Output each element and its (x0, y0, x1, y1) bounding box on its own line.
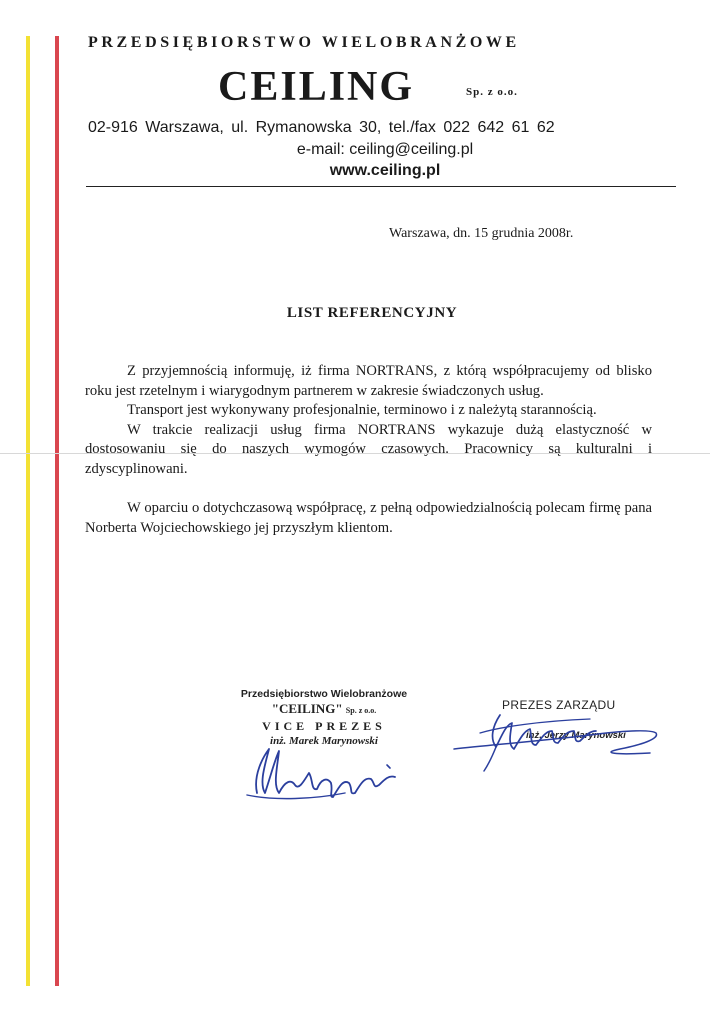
scan-fold-line (0, 453, 710, 454)
letterhead-company-name: CEILING (218, 64, 415, 110)
body-paragraph: Z przyjemnością informuję, iż firma NORTRANS, z którą współpracujemy od blisko roku jest rzetelnym i wiarygodnym partnerem w zakresie świadczonych usług. (85, 363, 652, 399)
letterhead-address: 02-916 Warszawa, ul. Rymanowska 30, tel./fax 022 642 61 62 (88, 119, 555, 136)
stamp-name: inż. Jerzy Marynowski (526, 730, 626, 741)
body-paragraph: W oparciu o dotychczasową współpracę, z pełną odpowiedzialnością polecam firmę pana Norberta Wojciechowskiego jej przyszłym klientom. (85, 500, 652, 536)
president-signature (450, 705, 670, 775)
stamp-company: "CEILING" (271, 701, 343, 716)
stamp-company-name (238, 701, 410, 717)
body-paragraph: Transport jest wykonywany profesjonalnie, terminowo i z należytą starannością. (127, 402, 597, 418)
letter-body (85, 362, 652, 538)
stamp-legal-form: Sp. z o.o. (345, 706, 377, 715)
letterhead-website: www.ceiling.pl (329, 162, 441, 179)
letterhead-legal-form: Sp. z o.o. (466, 86, 518, 98)
stamp-role: PREZES ZARZĄDU (502, 698, 616, 712)
stamp-name: inż. Marek Marynowski (270, 735, 378, 747)
letterhead-email: e-mail: ceiling@ceiling.pl (296, 141, 474, 158)
body-paragraph: W trakcie realizacji usług firma NORTRANS wykazuje dużą elastyczność w dostosowaniu się do naszych wymogów czasowych. Pracownicy są kulturalni i zdyscyplinowani. (85, 421, 652, 477)
letter-date: Warszawa, dn. 15 grudnia 2008r. (389, 226, 574, 241)
letter-title: LIST REFERENCYJNY (286, 305, 458, 321)
letterhead-company-type: PRZEDSIĘBIORSTWO WIELOBRANŻOWE (88, 34, 520, 51)
stamp-company-type: Przedsiębiorstwo Wielobranżowe (240, 688, 408, 700)
vice-president-signature (235, 735, 405, 805)
letterhead-divider (86, 186, 676, 187)
stamp-role: VICE PREZES (262, 719, 386, 733)
